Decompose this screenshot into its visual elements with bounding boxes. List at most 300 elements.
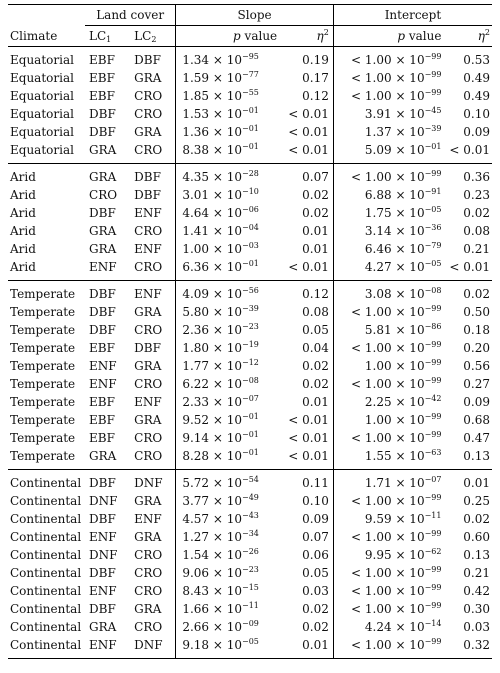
climate-cell [8,447,85,470]
lc2-label: CRO [134,566,163,580]
intercept-p-exponent: −99 [424,88,442,97]
slope-p-exponent: −01 [241,124,259,133]
slope-p-exponent: −34 [241,529,259,538]
climate-label: Continental [10,494,82,508]
lc2-label: CRO [134,584,163,598]
intercept-p-mantissa: 1.00 [364,584,392,598]
slope-eta-value: 0.02 [302,206,329,220]
header-land-cover: Land cover [85,5,176,26]
lc2-label: CRO [134,620,163,634]
intercept-p-mantissa: 1.71 [364,476,392,490]
header-row-1 [8,5,492,26]
lc1-cell [85,123,130,141]
intercept-p-exponent: −42 [424,394,442,403]
slope-eta-cell [279,510,333,528]
table-row [8,47,492,70]
slope-eta-value: 0.02 [302,377,329,391]
climate-label: Temperate [10,305,76,319]
intercept-p-exponent: −99 [424,565,442,574]
intercept-p-exponent: −79 [424,241,442,250]
slope-p-mantissa: 1.41 [182,224,210,238]
slope-eta-value: < 0.01 [288,260,329,274]
slope-eta-cell [279,546,333,564]
climate-cell [8,564,85,582]
slope-p-exponent: −04 [241,223,259,232]
intercept-p-mantissa: 4.27 [364,260,392,274]
results-table [8,4,492,659]
slope-eta-value: 0.01 [302,638,329,652]
intercept-eta-cell [443,357,492,375]
slope-p-mantissa: 1.34 [182,53,210,67]
climate-label: Temperate [10,395,76,409]
lc2-cell [130,69,176,87]
intercept-p-cell [333,240,443,258]
slope-p-exponent: −09 [241,619,259,628]
intercept-eta-value: 0.32 [463,638,490,652]
table-row [8,582,492,600]
slope-p-cell [176,546,279,564]
intercept-p-mantissa: 3.91 [364,107,392,121]
lc2-label: ENF [134,395,162,409]
intercept-eta-cell [443,69,492,87]
slope-p-mantissa: 2.33 [182,395,210,409]
intercept-p-mantissa: 1.00 [364,71,392,85]
intercept-eta-value: 0.21 [463,566,490,580]
intercept-p-mantissa: 1.00 [364,530,392,544]
lc2-cell [130,600,176,618]
intercept-p-prefix: < [351,584,365,598]
slope-p-exponent: −10 [241,187,259,196]
intercept-p-cell [333,87,443,105]
slope-eta-value: 0.04 [302,341,329,355]
lc1-cell [85,447,130,470]
climate-label: Continental [10,620,82,634]
slope-eta-value: 0.06 [302,548,329,562]
intercept-eta-value: 0.09 [463,395,490,409]
slope-p-cell [176,186,279,204]
lc1-cell [85,411,130,429]
intercept-p-exponent: −99 [424,529,442,538]
lc1-label: EBF [89,341,115,355]
slope-p-exponent: −07 [241,394,259,403]
slope-p-exponent: −12 [241,358,259,367]
intercept-p-cell [333,258,443,281]
lc2-label: ENF [134,206,162,220]
lc1-cell [85,240,130,258]
lc1-cell [85,321,130,339]
intercept-eta-value: < 0.01 [449,143,490,157]
intercept-p-mantissa: 1.00 [364,359,392,373]
intercept-p-prefix: < [351,566,365,580]
slope-p-cell [176,321,279,339]
intercept-p-exponent: −99 [424,601,442,610]
slope-p-times-ten: × 10 [209,107,242,121]
lc1-cell [85,164,130,187]
slope-eta-cell [279,186,333,204]
intercept-eta-cell [443,375,492,393]
intercept-p-exponent: −86 [424,322,442,331]
intercept-p-cell [333,510,443,528]
lc2-label: ENF [134,287,162,301]
intercept-p-mantissa: 5.81 [364,323,392,337]
slope-eta-cell [279,429,333,447]
table-row [8,447,492,470]
climate-label: Equatorial [10,53,74,67]
header-intercept-eta-symbol: η [477,29,485,43]
intercept-eta-cell [443,204,492,222]
lc1-label: DBF [89,305,116,319]
lc2-cell [130,204,176,222]
intercept-p-prefix: < [351,89,365,103]
climate-cell [8,321,85,339]
intercept-p-times-ten: × 10 [391,170,425,184]
slope-eta-cell [279,339,333,357]
intercept-eta-cell [443,470,492,493]
lc2-cell [130,510,176,528]
slope-eta-value: 0.17 [302,71,329,85]
lc2-label: GRA [134,530,162,544]
slope-p-cell [176,47,279,70]
table-row [8,411,492,429]
lc1-label: DBF [89,602,116,616]
lc1-cell [85,393,130,411]
intercept-p-times-ten: × 10 [391,395,425,409]
climate-cell [8,393,85,411]
intercept-p-cell [333,582,443,600]
intercept-p-cell [333,564,443,582]
climate-cell [8,510,85,528]
intercept-eta-value: 0.30 [463,602,490,616]
lc1-cell [85,492,130,510]
climate-label: Equatorial [10,89,74,103]
climate-label: Equatorial [10,107,74,121]
climate-cell [8,375,85,393]
intercept-p-prefix: < [351,377,365,391]
intercept-p-mantissa: 1.00 [364,638,392,652]
climate-cell [8,492,85,510]
intercept-eta-value: 0.36 [463,170,490,184]
intercept-p-prefix: < [351,71,365,85]
climate-label: Arid [10,206,36,220]
climate-cell [8,411,85,429]
lc2-cell [130,375,176,393]
intercept-eta-value: 0.13 [463,548,490,562]
slope-p-exponent: −49 [241,493,259,502]
intercept-eta-cell [443,141,492,164]
slope-p-cell [176,204,279,222]
climate-cell [8,240,85,258]
intercept-eta-value: 0.50 [463,305,490,319]
intercept-p-times-ten: × 10 [391,287,425,301]
slope-p-cell [176,281,279,304]
slope-eta-value: 0.02 [302,359,329,373]
intercept-eta-cell [443,600,492,618]
slope-p-mantissa: 5.80 [182,305,210,319]
slope-p-exponent: −06 [241,205,259,214]
slope-p-times-ten: × 10 [209,476,242,490]
slope-p-exponent: −05 [241,637,259,646]
intercept-p-cell [333,618,443,636]
slope-p-mantissa: 1.80 [182,341,210,355]
lc1-label: ENF [89,584,117,598]
climate-label: Temperate [10,323,76,337]
intercept-p-exponent: −99 [424,583,442,592]
climate-cell [8,339,85,357]
lc1-label: ENF [89,260,117,274]
slope-p-times-ten: × 10 [209,170,242,184]
slope-eta-value: 0.09 [302,512,329,526]
lc1-cell [85,600,130,618]
slope-eta-cell [279,240,333,258]
intercept-eta-value: 0.27 [463,377,490,391]
intercept-p-exponent: −36 [424,223,442,232]
slope-eta-value: 0.01 [302,242,329,256]
slope-p-exponent: −01 [241,106,259,115]
slope-eta-value: 0.02 [302,602,329,616]
intercept-p-times-ten: × 10 [391,125,425,139]
lc1-cell [85,222,130,240]
slope-eta-cell [279,357,333,375]
slope-p-mantissa: 3.01 [182,188,210,202]
slope-p-times-ten: × 10 [209,548,242,562]
lc2-label: GRA [134,602,162,616]
slope-eta-cell [279,528,333,546]
slope-p-times-ten: × 10 [209,206,242,220]
slope-eta-cell [279,321,333,339]
lc1-cell [85,105,130,123]
slope-p-exponent: −01 [241,142,259,151]
slope-p-mantissa: 4.35 [182,170,210,184]
slope-eta-cell [279,87,333,105]
slope-p-exponent: −54 [241,475,259,484]
table-row [8,87,492,105]
intercept-p-cell [333,375,443,393]
slope-p-times-ten: × 10 [209,125,242,139]
slope-p-cell [176,141,279,164]
table-row [8,105,492,123]
intercept-p-times-ten: × 10 [391,512,425,526]
slope-p-exponent: −23 [241,565,259,574]
intercept-p-times-ten: × 10 [391,431,425,445]
climate-cell [8,141,85,164]
intercept-p-mantissa: 1.00 [364,305,392,319]
intercept-p-mantissa: 1.00 [364,341,392,355]
slope-p-mantissa: 2.66 [182,620,210,634]
slope-p-times-ten: × 10 [209,359,242,373]
lc2-cell [130,357,176,375]
slope-p-cell [176,429,279,447]
lc2-cell [130,411,176,429]
intercept-p-exponent: −07 [424,475,442,484]
climate-cell [8,546,85,564]
intercept-eta-value: 0.49 [463,71,490,85]
climate-cell [8,123,85,141]
slope-eta-value: < 0.01 [288,449,329,463]
lc1-cell [85,546,130,564]
slope-p-cell [176,240,279,258]
header-intercept-p: p [397,29,406,43]
intercept-eta-cell [443,546,492,564]
lc2-cell [130,87,176,105]
header-lc1-text: LC [89,29,107,43]
table-row [8,393,492,411]
slope-p-times-ten: × 10 [209,395,242,409]
intercept-p-cell [333,429,443,447]
lc1-label: EBF [89,395,115,409]
intercept-eta-cell [443,429,492,447]
intercept-eta-value: 0.01 [463,476,490,490]
intercept-p-prefix: < [351,530,365,544]
table-row [8,636,492,659]
lc2-label: GRA [134,413,162,427]
intercept-p-times-ten: × 10 [391,377,425,391]
climate-label: Equatorial [10,71,74,85]
slope-p-mantissa: 1.53 [182,107,210,121]
intercept-p-cell [333,123,443,141]
climate-cell [8,582,85,600]
lc1-label: ENF [89,359,117,373]
header-climate: Climate [10,28,58,43]
lc2-label: CRO [134,323,163,337]
slope-p-exponent: −95 [241,52,259,61]
table-row [8,492,492,510]
climate-label: Arid [10,242,36,256]
table-row [8,123,492,141]
header-lc1 [85,26,130,47]
lc2-label: CRO [134,548,163,562]
table-header [8,5,492,47]
lc2-cell [130,470,176,493]
table-row [8,258,492,281]
intercept-p-prefix: < [351,53,365,67]
intercept-p-times-ten: × 10 [391,476,425,490]
lc2-cell [130,546,176,564]
intercept-p-exponent: −99 [424,358,442,367]
intercept-p-mantissa: 1.00 [364,566,392,580]
intercept-p-cell [333,528,443,546]
lc2-cell [130,618,176,636]
lc1-label: GRA [89,224,117,238]
lc1-cell [85,69,130,87]
slope-eta-value: < 0.01 [288,431,329,445]
intercept-eta-cell [443,123,492,141]
slope-p-cell [176,470,279,493]
intercept-eta-cell [443,87,492,105]
intercept-p-times-ten: × 10 [391,53,425,67]
intercept-p-cell [333,546,443,564]
slope-p-times-ten: × 10 [209,566,242,580]
intercept-eta-cell [443,510,492,528]
slope-p-cell [176,510,279,528]
climate-label: Continental [10,584,82,598]
intercept-p-exponent: −99 [424,304,442,313]
slope-p-times-ten: × 10 [209,602,242,616]
intercept-eta-cell [443,240,492,258]
slope-eta-cell [279,447,333,470]
intercept-p-mantissa: 1.00 [364,89,392,103]
slope-p-times-ten: × 10 [209,53,242,67]
intercept-p-cell [333,447,443,470]
header-slope-p-value [176,26,279,47]
lc1-cell [85,47,130,70]
table-row [8,546,492,564]
intercept-p-cell [333,636,443,659]
lc1-label: EBF [89,431,115,445]
slope-p-mantissa: 2.36 [182,323,210,337]
slope-eta-value: 0.05 [302,323,329,337]
lc1-label: EBF [89,413,115,427]
header-intercept-eta-sup: 2 [484,28,490,37]
slope-p-exponent: −28 [241,169,259,178]
slope-eta-value: < 0.01 [288,125,329,139]
slope-eta-value: 0.19 [302,53,329,67]
header-blank [8,5,85,26]
climate-label: Continental [10,566,82,580]
lc1-label: GRA [89,170,117,184]
header-slope-p: p [233,29,241,43]
slope-p-exponent: −39 [241,304,259,313]
intercept-p-times-ten: × 10 [391,260,425,274]
lc1-label: DNF [89,548,118,562]
lc2-cell [130,164,176,187]
lc2-cell [130,447,176,470]
intercept-p-mantissa: 1.37 [364,125,392,139]
slope-eta-value: 0.07 [302,170,329,184]
climate-cell [8,618,85,636]
slope-p-times-ten: × 10 [209,449,242,463]
slope-p-exponent: −77 [241,70,259,79]
intercept-eta-cell [443,528,492,546]
slope-p-mantissa: 3.77 [182,494,210,508]
slope-p-mantissa: 6.22 [182,377,210,391]
intercept-eta-cell [443,222,492,240]
lc2-cell [130,582,176,600]
lc1-cell [85,303,130,321]
intercept-p-exponent: −99 [424,637,442,646]
intercept-p-times-ten: × 10 [391,620,425,634]
slope-p-mantissa: 9.14 [182,431,210,445]
lc2-cell [130,303,176,321]
climate-label: Temperate [10,377,76,391]
intercept-p-mantissa: 6.88 [364,188,392,202]
intercept-eta-cell [443,303,492,321]
slope-p-times-ten: × 10 [209,638,242,652]
lc2-label: CRO [134,224,163,238]
slope-eta-cell [279,164,333,187]
climate-label: Continental [10,548,82,562]
intercept-p-prefix: < [351,341,365,355]
slope-p-times-ten: × 10 [209,323,242,337]
climate-cell [8,636,85,659]
slope-p-exponent: −15 [241,583,259,592]
intercept-p-times-ten: × 10 [391,494,425,508]
intercept-p-times-ten: × 10 [391,584,425,598]
climate-cell [8,528,85,546]
table-row [8,164,492,187]
intercept-eta-cell [443,339,492,357]
slope-eta-cell [279,69,333,87]
header-lc2-sub: 2 [151,35,157,44]
lc2-label: CRO [134,89,163,103]
climate-label: Temperate [10,341,76,355]
lc2-label: CRO [134,431,163,445]
lc2-label: CRO [134,143,163,157]
slope-p-exponent: −01 [241,430,259,439]
slope-eta-cell [279,564,333,582]
slope-p-exponent: −19 [241,340,259,349]
intercept-p-times-ten: × 10 [391,413,425,427]
slope-eta-cell [279,47,333,70]
